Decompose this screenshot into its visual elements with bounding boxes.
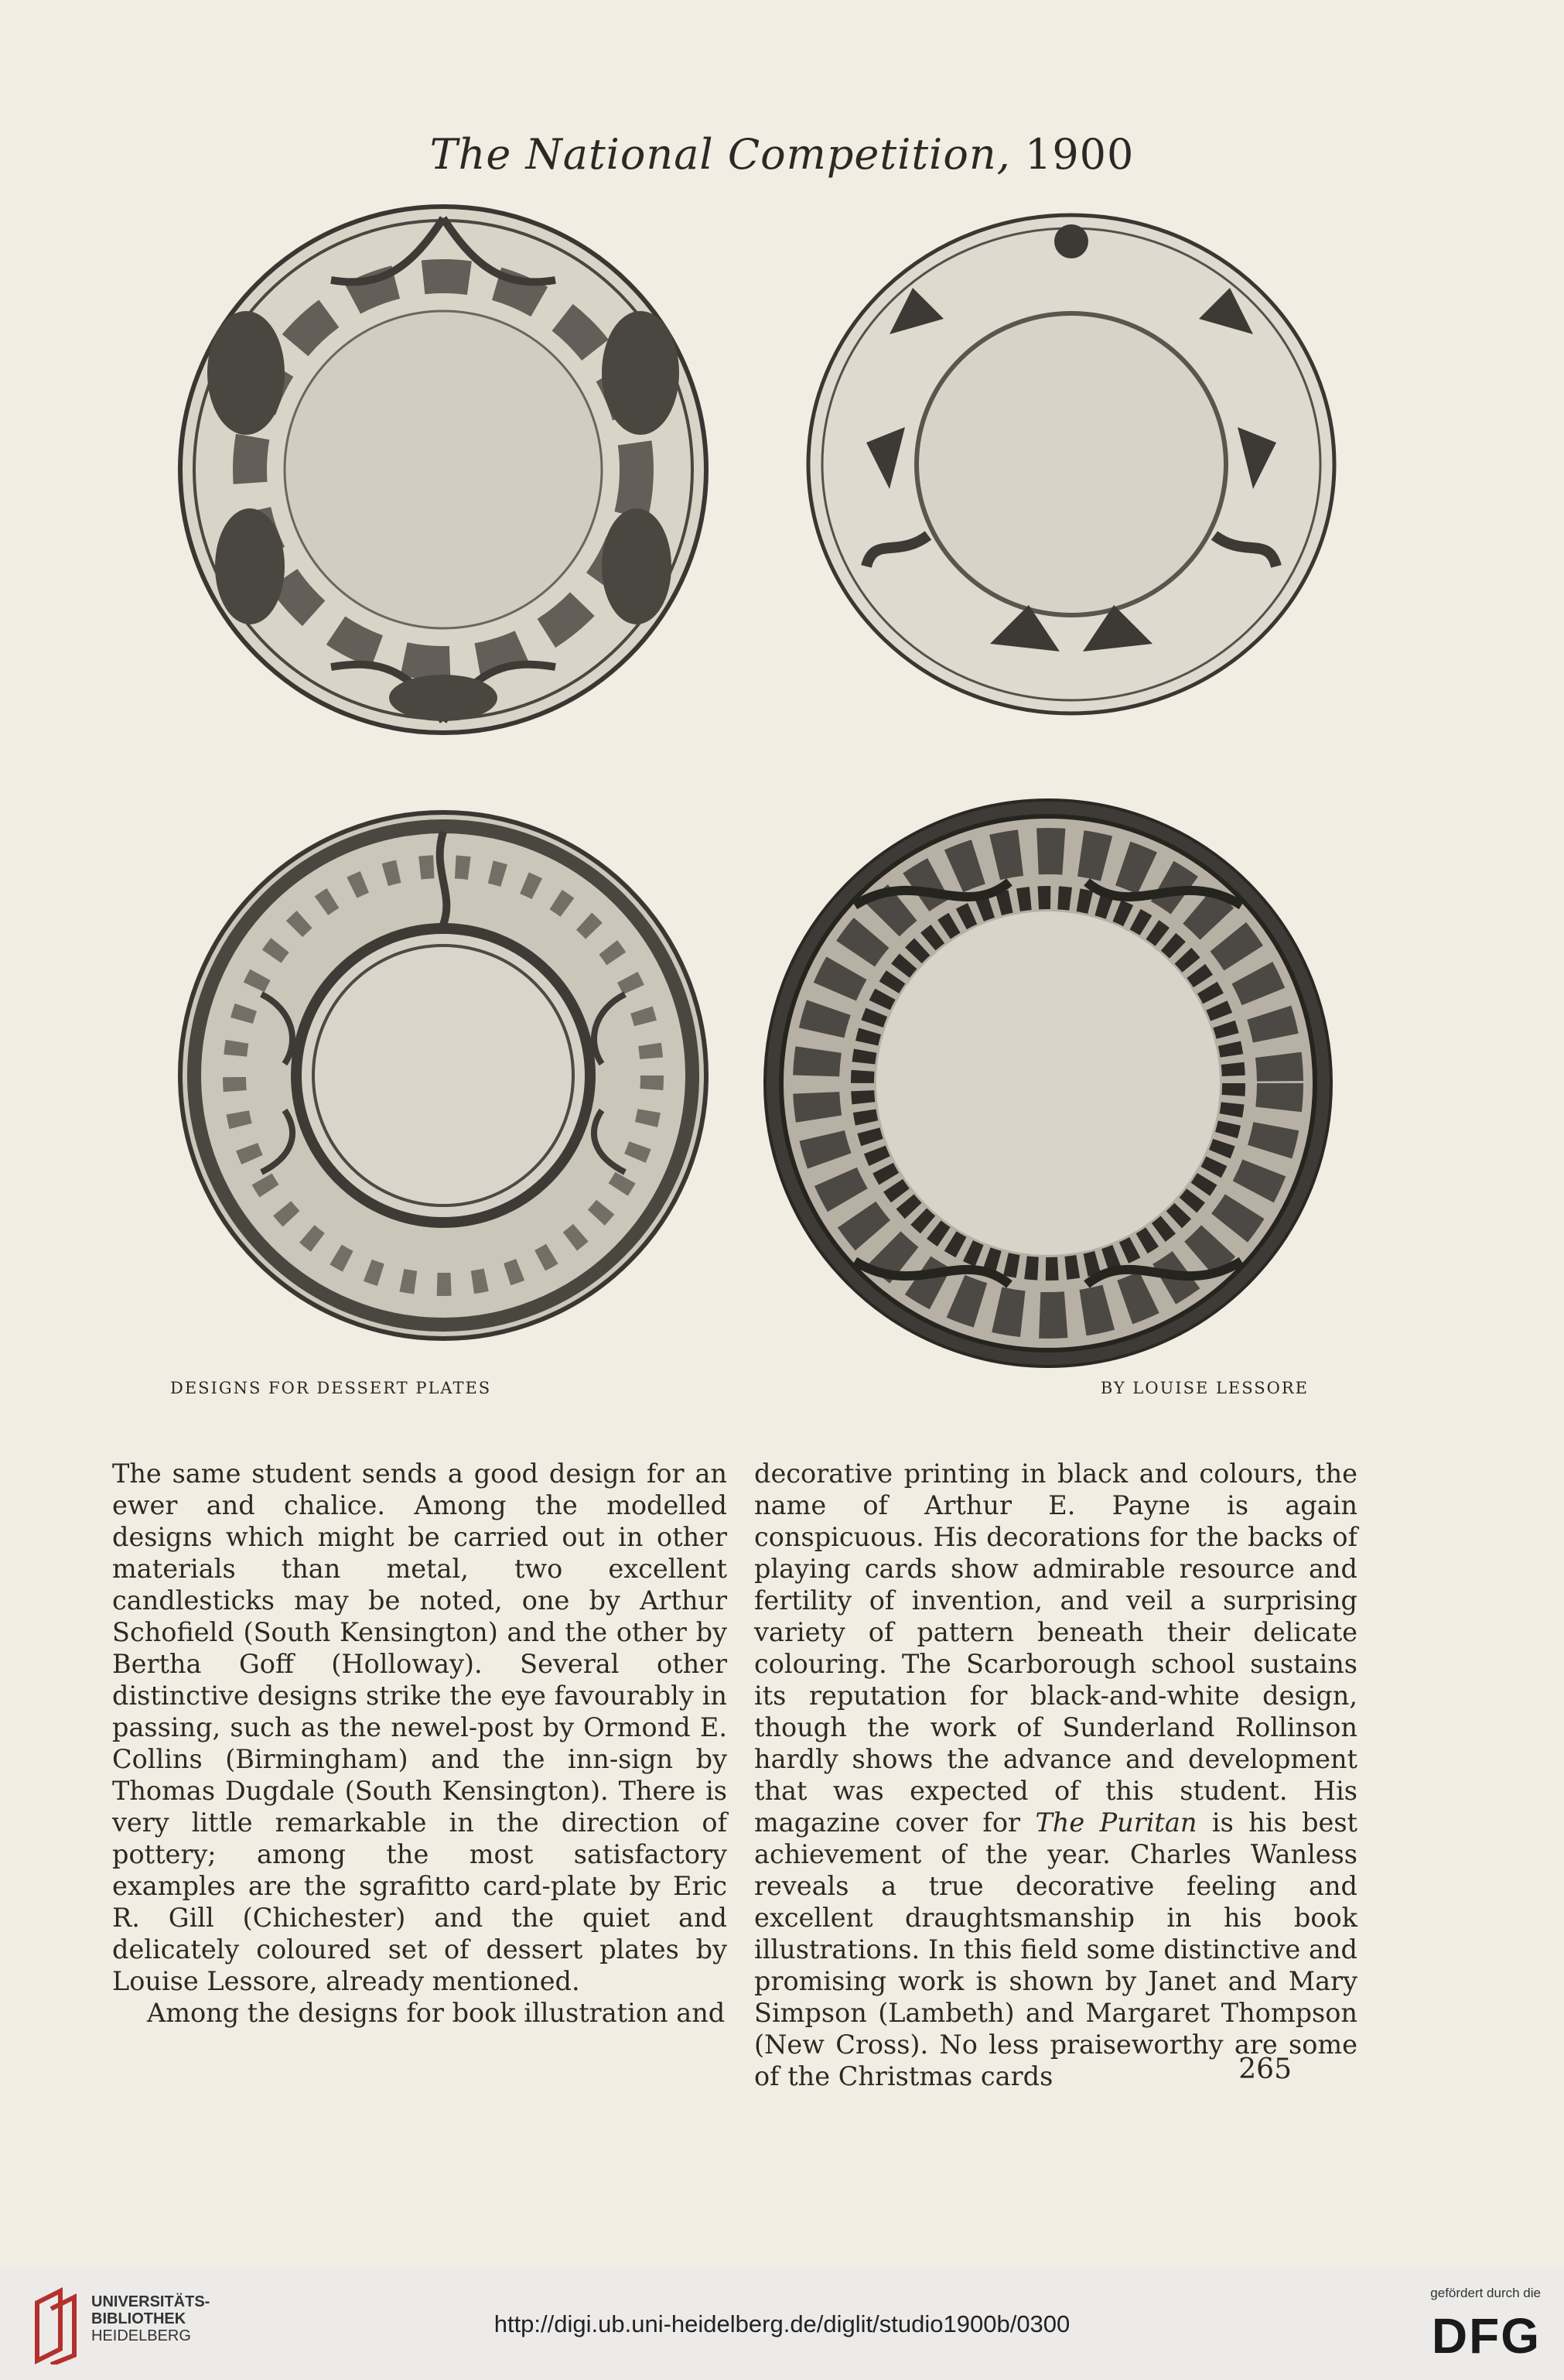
text-column-left xyxy=(112,1458,727,2029)
figure-caption-credit: BY LOUISE LESSORE xyxy=(1100,1379,1309,1397)
page-number: 265 xyxy=(1238,2053,1292,2085)
paragraph: Among the designs for book illustration and xyxy=(147,1998,726,2028)
running-head-title: The National Competition, xyxy=(429,130,1011,179)
source-url-link[interactable]: http://digi.ub.uni-heidelberg.de/diglit/studio1900b/0300 xyxy=(493,2310,1071,2337)
plate-illustration-bottom-left xyxy=(176,809,710,1342)
running-head xyxy=(0,130,1564,179)
text-column-right xyxy=(754,1458,1357,2092)
figure-caption-title: DESIGNS FOR DESSERT PLATES xyxy=(170,1379,492,1397)
plate-illustration-top-right xyxy=(804,210,1338,717)
text-run: decorative printing in black and colours, the name of Arthur E. Payne is again conspicuous. His decorations for the backs of playing cards show admirable resource and fertility of invention, and veil a surprising variety of pattern beneath their delicate colouring. The Scarborough school sustains its reputation for black-and-white design, though the work of Sunderland Rollinson hardly shows the advance and development that was expected of this student. His magazine cover for xyxy=(754,1458,1357,1838)
text-run: is his best achievement of the year. Charles Wanless reveals a true decorative feeling and excellent draughtsmanship in his book illustrations. In this field some distinctive and promising work is shown by Janet and Mary Simpson (Lambeth) and Margaret Thompson (New Cross). No less praiseworthy are some of the Christmas cards xyxy=(754,1807,1357,2091)
digitization-footer xyxy=(0,2267,1564,2380)
running-head-year: 1900 xyxy=(1024,130,1135,179)
library-name: UNIVERSITÄTS- BIBLIOTHEK HEIDELBERG xyxy=(91,2293,210,2344)
plate-illustration-bottom-right xyxy=(762,797,1334,1370)
paragraph xyxy=(754,1458,1357,2092)
dfg-logo: DFG xyxy=(1431,2308,1541,2364)
periodical-title: The Puritan xyxy=(1035,1807,1197,1838)
plate-illustration-top-left xyxy=(176,203,710,737)
paragraph: The same student sends a good design for an ewer and chalice. Among the modelled designs which might be carried out in other materials than metal, two excellent candlesticks may be noted, one by Arthur Schofield (South Kensington) and the other by Bertha Goff (Holloway). Several other distinctive designs strike the eye favourably in passing, such as the newel-post by Ormond E. Collins (Birmingham) and the inn-sign by Thomas Dugdale (South Kensington). There is very little remarkable in the direction of pottery; among the most satisfactory examples are the sgrafitto card-plate by Eric R. Gill (Chichester) and the quiet and delicately coloured set of dessert plates by Louise Lessore, already mentioned. xyxy=(112,1458,727,1996)
funding-note: gefördert durch die xyxy=(1430,2286,1541,2300)
